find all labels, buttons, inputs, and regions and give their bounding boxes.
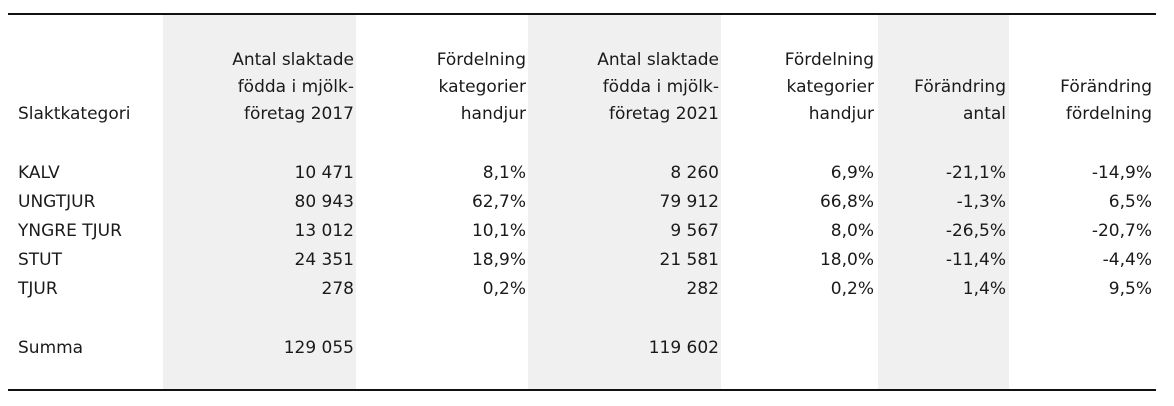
- cell-share-2021: 18,0%: [819, 250, 874, 270]
- total-count-2017: 129 055: [283, 338, 354, 358]
- cell-change-share: 9,5%: [1108, 279, 1152, 299]
- cell-count-2021: 79 912: [659, 192, 719, 212]
- cell-count-2017: 10 471: [294, 163, 354, 183]
- cell-count-2017: 80 943: [294, 192, 354, 212]
- cell-share-2021: 66,8%: [819, 192, 874, 212]
- cell-category: TJUR: [18, 279, 58, 299]
- cell-category: STUT: [18, 250, 63, 270]
- cell-change-count: -11,4%: [945, 250, 1006, 270]
- cell-change-count: -26,5%: [945, 221, 1006, 241]
- cell-share-2017: 10,1%: [471, 221, 526, 241]
- cell-change-share: -4,4%: [1102, 250, 1152, 270]
- cell-change-count: 1,4%: [962, 279, 1006, 299]
- total-count-2021: 119 602: [648, 338, 719, 358]
- top-rule: [8, 13, 1156, 15]
- cell-count-2017: 13 012: [294, 221, 354, 241]
- cell-category: UNGTJUR: [18, 192, 96, 212]
- cell-count-2017: 278: [321, 279, 354, 299]
- bottom-rule: [8, 389, 1156, 391]
- cell-change-count: -21,1%: [945, 163, 1006, 183]
- cell-count-2021: 9 567: [670, 221, 719, 241]
- cell-share-2017: 8,1%: [482, 163, 526, 183]
- cell-share-2017: 18,9%: [471, 250, 526, 270]
- cell-change-share: -20,7%: [1091, 221, 1152, 241]
- cell-change-share: -14,9%: [1091, 163, 1152, 183]
- cell-count-2021: 21 581: [659, 250, 719, 270]
- cell-share-2021: 6,9%: [830, 163, 874, 183]
- total-label: Summa: [18, 338, 84, 358]
- cell-share-2021: 0,2%: [830, 279, 874, 299]
- cell-count-2021: 8 260: [670, 163, 719, 183]
- cell-share-2017: 0,2%: [482, 279, 526, 299]
- cell-count-2021: 282: [686, 279, 719, 299]
- cell-change-share: 6,5%: [1108, 192, 1152, 212]
- cell-count-2017: 24 351: [294, 250, 354, 270]
- cell-change-count: -1,3%: [956, 192, 1006, 212]
- header-category: Slaktkategori: [18, 104, 131, 124]
- cell-share-2017: 62,7%: [471, 192, 526, 212]
- cell-share-2021: 8,0%: [830, 221, 874, 241]
- cell-category: YNGRE TJUR: [18, 221, 122, 241]
- cell-category: KALV: [18, 163, 60, 183]
